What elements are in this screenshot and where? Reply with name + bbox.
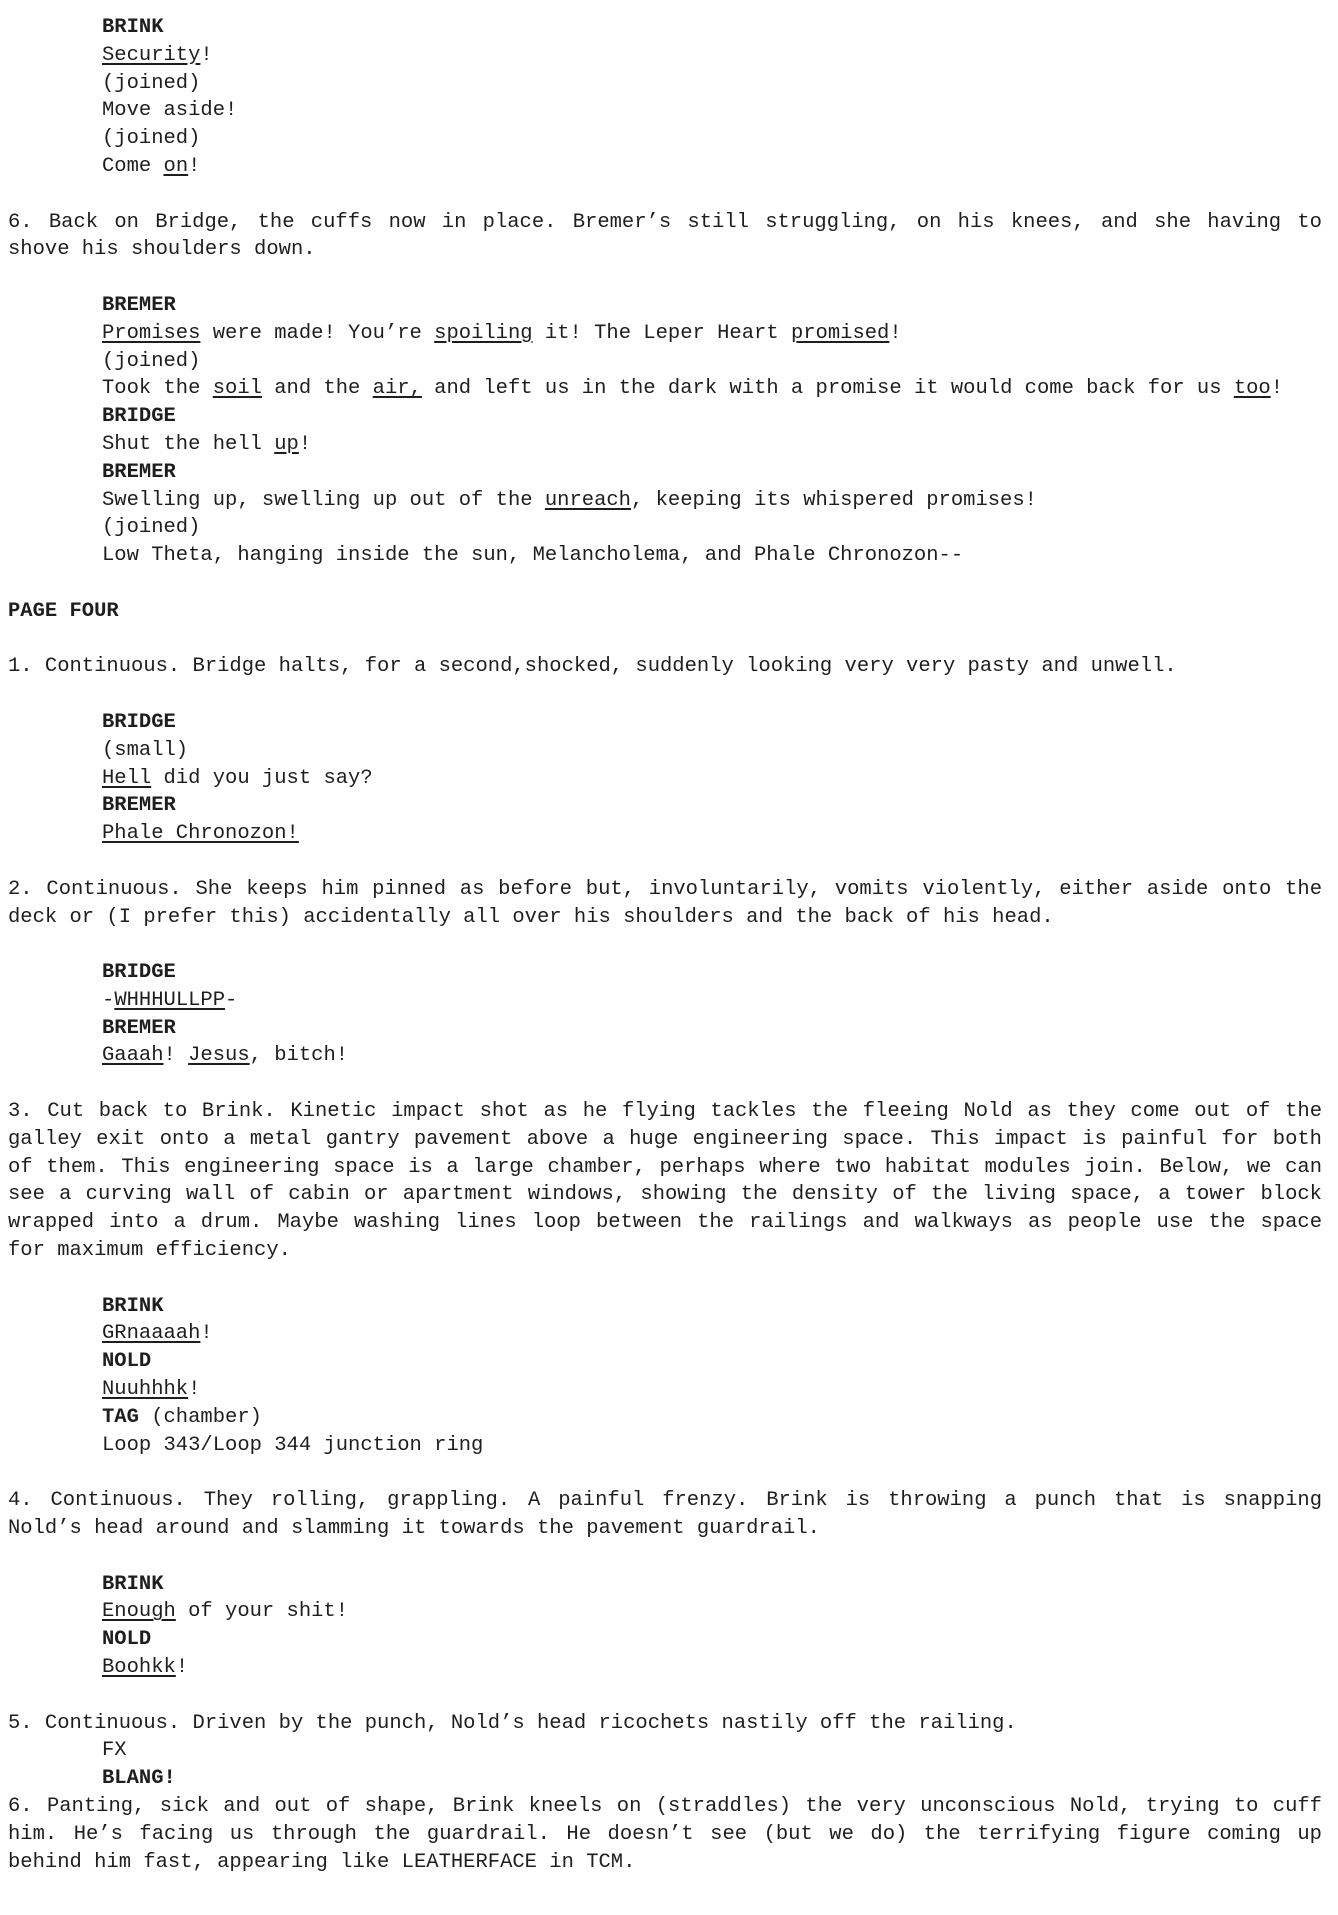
dialogue-line: Move aside! [102, 99, 238, 123]
character-name: BREMER [102, 293, 176, 317]
dialogue-line: Nuuhhhk! [102, 1378, 201, 1402]
blank-line [8, 264, 1322, 292]
parenthetical: (joined) [102, 71, 201, 95]
action-paragraph: 2. Continuous. She keeps him pinned as before but, involuntarily, vomits violently, either aside onto the deck or (I prefer this) accidentally all over his shoulders and the back of his head. [8, 877, 1322, 929]
character-name: BREMER [102, 794, 176, 818]
character-name: BRIDGE [102, 710, 176, 734]
action-paragraph: 3. Cut back to Brink. Kinetic impact shot as he flying tackles the fleeing Nold as they come out of the galley exit onto a metal gantry pavement above a huge engineering space. This impact is painful for both of them. This engineering space is a large chamber, perhaps where two habitat modules join. Below, we can see a curving wall of cabin or apartment windows, showing the density of the living space, a tower block wrapped into a drum. Maybe washing lines loop between the railings and walkways as people use the space for maximum efficiency. [8, 1100, 1322, 1263]
dialogue-block [102, 1571, 1322, 1682]
character-name: BRINK [102, 1294, 164, 1318]
dialogue-block [102, 292, 1322, 570]
character-name: BRINK [102, 1572, 164, 1596]
character-name: NOLD [102, 1628, 152, 1652]
dialogue-line: Promises were made! You’re spoiling it! The Leper Heart promised! [102, 321, 902, 345]
dialogue-line: Boohkk! [102, 1656, 189, 1680]
dialogue-block [102, 1293, 1322, 1460]
character-name: BREMER [102, 1016, 176, 1040]
dialogue-line: Took the soil and the air, and left us in the dark with a promise it would come back for us too! [102, 377, 1284, 401]
dialogue-line: Low Theta, hanging inside the sun, Melancholema, and Phale Chronozon-- [102, 544, 964, 568]
dialogue-line: Swelling up, swelling up out of the unreach, keeping its whispered promises! [102, 488, 1037, 512]
blank-line [8, 1543, 1322, 1571]
action-paragraph: 4. Continuous. They rolling, grappling. A painful frenzy. Brink is throwing a punch that is snapping Nold’s head around and slamming it towards the pavement guardrail. [8, 1489, 1322, 1541]
parenthetical: (joined) [102, 516, 201, 540]
character-name: BRIDGE [102, 961, 176, 985]
page-heading: PAGE FOUR [8, 599, 119, 623]
action-paragraph: 5. Continuous. Driven by the punch, Nold’s head ricochets nastily off the railing. [8, 1711, 1017, 1735]
action-paragraph: 1. Continuous. Bridge halts, for a second,shocked, suddenly looking very very pasty and unwell. [8, 655, 1177, 679]
character-name: BREMER [102, 460, 176, 484]
dialogue-block [102, 709, 1322, 848]
character-name: BRIDGE [102, 405, 176, 429]
character-name: BRINK [102, 16, 164, 39]
blank-line [8, 1682, 1322, 1710]
action-paragraph: 6. Back on Bridge, the cuffs now in place. Bremer’s still struggling, on his knees, and she having to shove his shoulders down. [8, 210, 1322, 262]
dialogue-line: Enough of your shit! [102, 1600, 349, 1624]
dialogue-block [102, 14, 1322, 181]
blank-line [8, 931, 1322, 959]
dialogue-line: Security! [102, 43, 213, 67]
character-name: BLANG! [102, 1767, 176, 1791]
dialogue-line: Shut the hell up! [102, 432, 312, 456]
blank-line [8, 181, 1322, 209]
blank-line [8, 570, 1322, 598]
dialogue-line: TAG (chamber) [102, 1405, 262, 1429]
character-name: NOLD [102, 1350, 152, 1374]
blank-line [8, 626, 1322, 654]
dialogue-block [102, 959, 1322, 1070]
dialogue-line: Loop 343/Loop 344 junction ring [102, 1433, 484, 1457]
dialogue-line: Gaaah! Jesus, bitch! [102, 1044, 349, 1068]
blank-line [8, 1459, 1322, 1487]
dialogue-line: FX [102, 1739, 127, 1763]
dialogue-block [102, 1737, 1322, 1793]
action-paragraph: 6. Panting, sick and out of shape, Brink kneels on (straddles) the very unconscious Nold, trying to cuff him. He’s facing us through the guardrail. He doesn’t see (but we do) the terrifying figure coming up behind him fast, appearing like LEATHERFACE in TCM. [8, 1795, 1322, 1874]
blank-line [8, 848, 1322, 876]
parenthetical: (joined) [102, 127, 201, 151]
dialogue-line: Phale Chronozon! [102, 822, 299, 846]
blank-line [8, 1070, 1322, 1098]
parenthetical: (small) [102, 738, 189, 762]
blank-line [8, 1265, 1322, 1293]
dialogue-line: Come on! [102, 154, 201, 178]
dialogue-line: GRnaaaah! [102, 1322, 213, 1346]
dialogue-line: Hell did you just say? [102, 766, 373, 790]
blank-line [8, 681, 1322, 709]
dialogue-line: -WHHHULLPP- [102, 988, 238, 1012]
parenthetical: (joined) [102, 349, 201, 373]
